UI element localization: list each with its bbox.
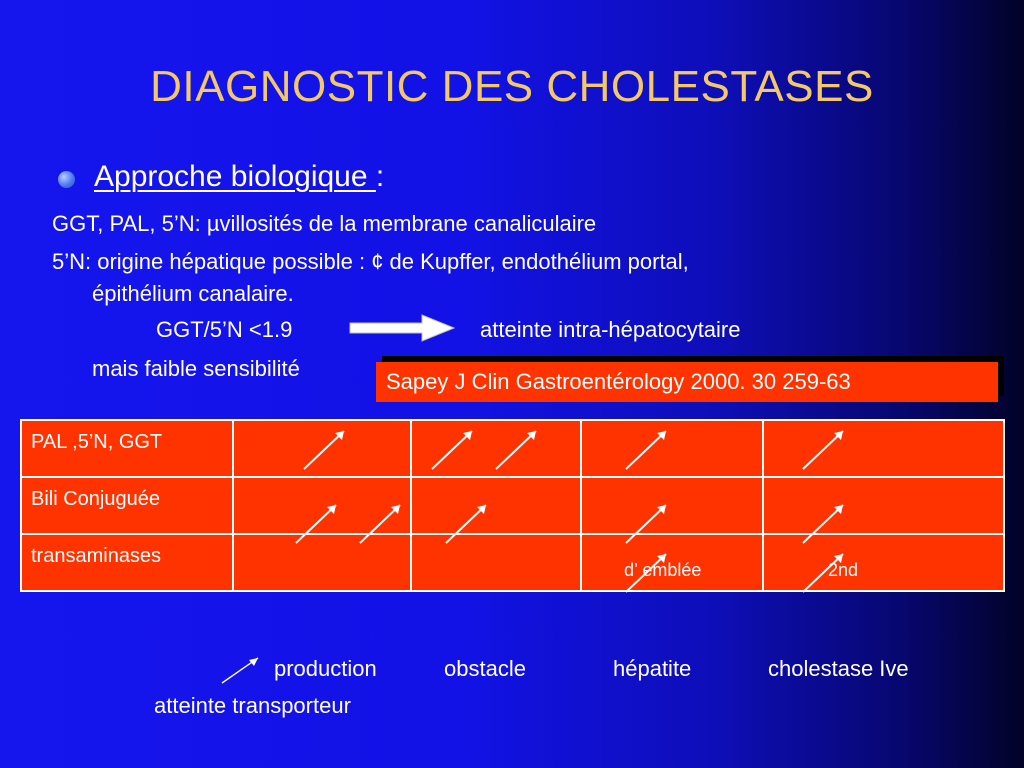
section-heading-label: Approche biologique [94,160,376,193]
increase-arrow-icon [496,431,536,469]
legend-cholestase: cholestase Ive [768,656,909,681]
increase-arrow-icon [432,431,472,469]
text-ratio: GGT/5’N <1.9 [156,317,293,342]
increase-arrow-icon [626,431,666,469]
increase-arrow-icon [296,505,336,543]
legend-obstacle: obstacle [444,656,526,681]
section-heading-colon: : [375,160,385,193]
increase-arrow-icon [803,431,843,469]
row-label: PAL ,5’N, GGT [21,420,233,477]
increase-arrow-icon [803,505,843,543]
note-demblee: d’ emblée [624,560,702,580]
slide-title: DIAGNOSTIC DES CHOLESTASES [150,62,874,111]
legend-production: production [274,656,377,681]
legend-atteinte-transporteur: atteinte transporteur [154,693,351,718]
increase-arrow-icon [446,505,486,543]
text-ratio-result: atteinte intra-hépatocytaire [480,317,741,342]
increase-arrow-icon [626,505,666,543]
legend-increase-arrow-icon [218,653,268,687]
text-line-5n-origin-cont: épithélium canalaire. [92,281,294,306]
increase-arrow-icon [803,554,843,592]
increase-arrow-icon [626,554,666,592]
note-2nd: 2nd [828,560,859,580]
row-label: transaminases [21,534,233,591]
text-line-5n-origin: 5’N: origine hépatique possible : ¢ de Kupffer, endothélium portal, [52,249,689,274]
legend-hepatite: hépatite [613,656,692,681]
row-label: Bili Conjuguée [21,477,233,534]
text-sensitivity: mais faible sensibilité [92,356,300,381]
increase-arrow-icon [304,431,344,469]
increase-arrow-icon [360,505,400,543]
citation-box: Sapey J Clin Gastroentérology 2000. 30 259-63 [376,362,998,402]
text-line-ggt-pal: GGT, PAL, 5’N: µvillosités de la membrane canaliculaire [52,211,597,236]
